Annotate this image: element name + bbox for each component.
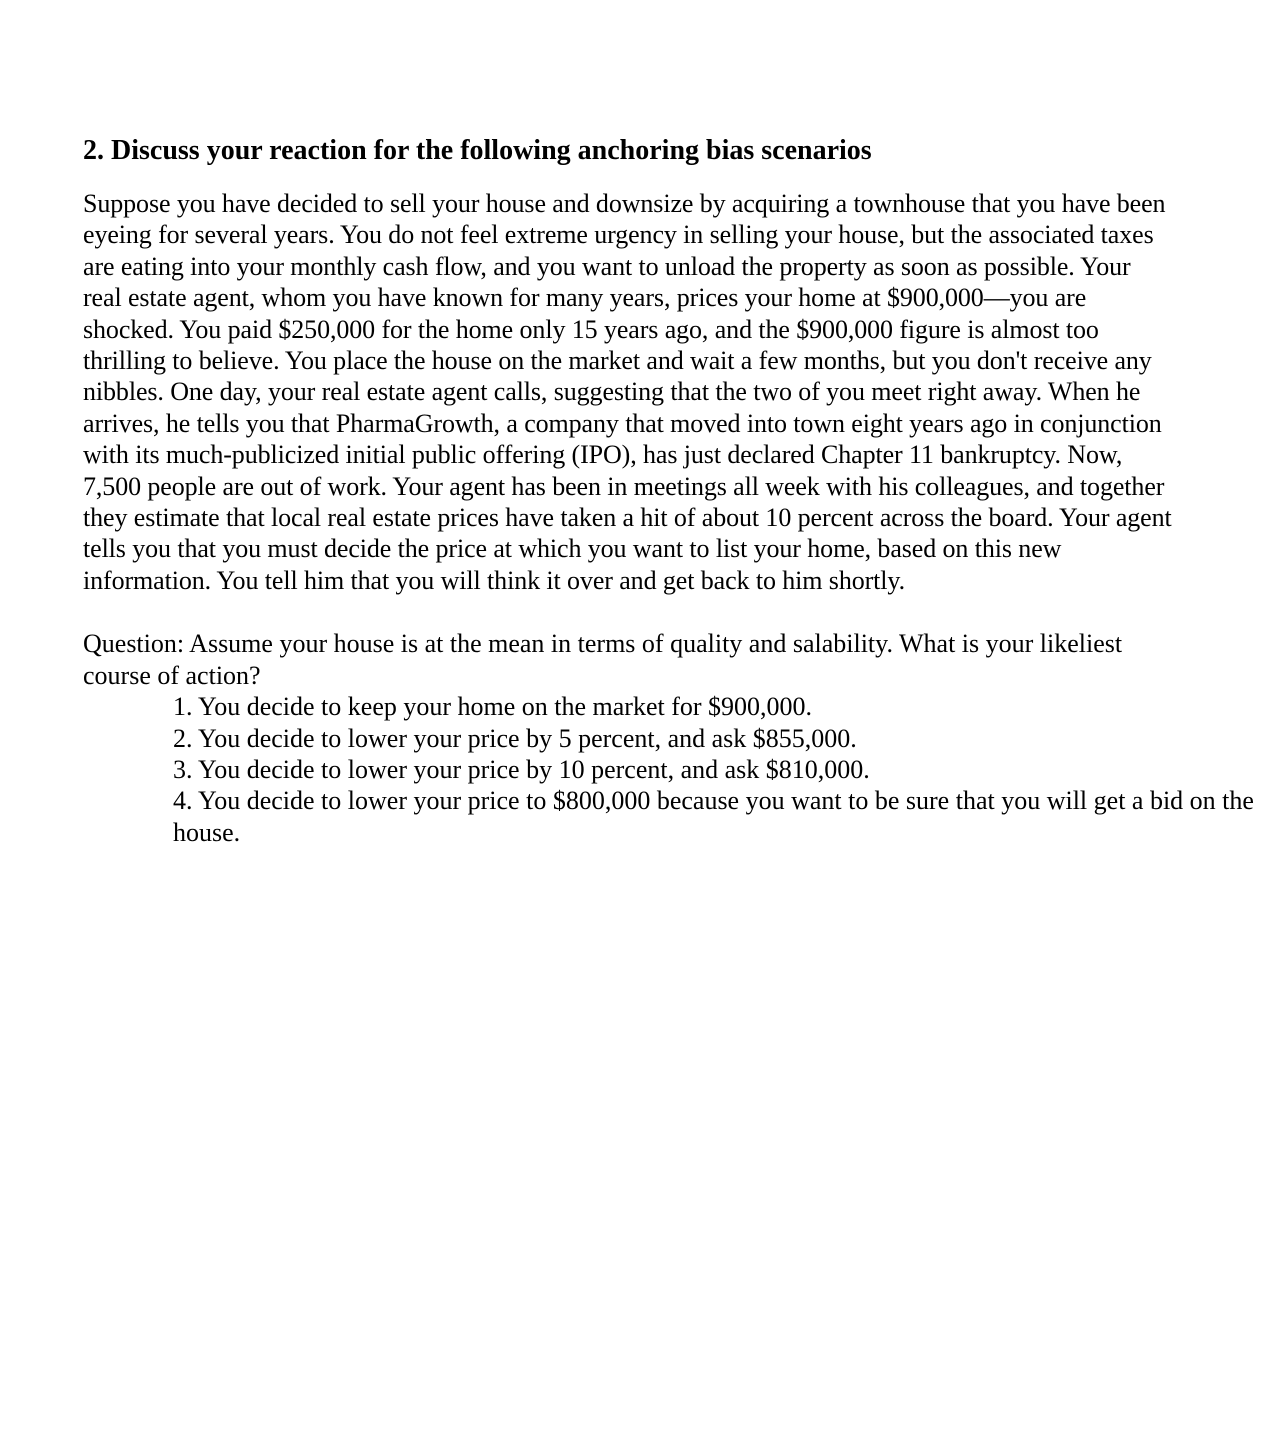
scenario-line: 7,500 people are out of work. Your agent has been in meetings all week with his colleagues, and together: [83, 471, 1165, 501]
answer-option: 4. You decide to lower your price to $800,000 because you want to be sure that you will get a bid on the house.: [173, 786, 1254, 847]
answer-option: 1. You decide to keep your home on the market for $900,000.: [173, 692, 813, 722]
scenario-line: eyeing for several years. You do not feel extreme urgency in selling your house, but the associated taxes: [83, 220, 1154, 250]
scenario-line: they estimate that local real estate prices have taken a hit of about 10 percent across the board. Your agent: [83, 503, 1172, 533]
scenario-line: nibbles. One day, your real estate agent calls, suggesting that the two of you meet right away. When he: [83, 377, 1141, 407]
question-line: course of action?: [83, 660, 261, 690]
question-paragraph: [83, 628, 1254, 691]
scenario-line: information. You tell him that you will think it over and get back to him shortly.: [83, 565, 906, 595]
scenario-line: shocked. You paid $250,000 for the home only 15 years ago, and the $900,000 figure is almost too: [83, 314, 1099, 344]
scenario-line: real estate agent, whom you have known for many years, prices your home at $900,000—you are: [83, 283, 1087, 313]
scenario-line: tells you that you must decide the price at which you want to list your home, based on this new: [83, 534, 1062, 564]
scenario-line: thrilling to believe. You place the house on the market and wait a few months, but you don't receive any: [83, 346, 1152, 376]
scenario-line: arrives, he tells you that PharmaGrowth, a company that moved into town eight years ago in conjunction: [83, 408, 1162, 438]
question-line: Question: Assume your house is at the mean in terms of quality and salability. What is your likeliest: [83, 629, 1123, 659]
section-heading: 2. Discuss your reaction for the following anchoring bias scenarios: [83, 135, 872, 166]
scenario-line: Suppose you have decided to sell your house and downsize by acquiring a townhouse that you have been: [83, 189, 1166, 218]
answer-option: 3. You decide to lower your price by 10 percent, and ask $810,000.: [173, 754, 870, 784]
answer-option: 2. You decide to lower your price by 5 percent, and ask $855,000.: [173, 723, 857, 753]
answer-options-list: [83, 691, 1254, 848]
scenario-line: with its much-publicized initial public offering (IPO), has just declared Chapter 11 bankruptcy. Now,: [83, 440, 1123, 470]
scenario-line: are eating into your monthly cash flow, and you want to unload the property as soon as possible. Your: [83, 251, 1131, 281]
scenario-paragraph: [83, 188, 1254, 596]
